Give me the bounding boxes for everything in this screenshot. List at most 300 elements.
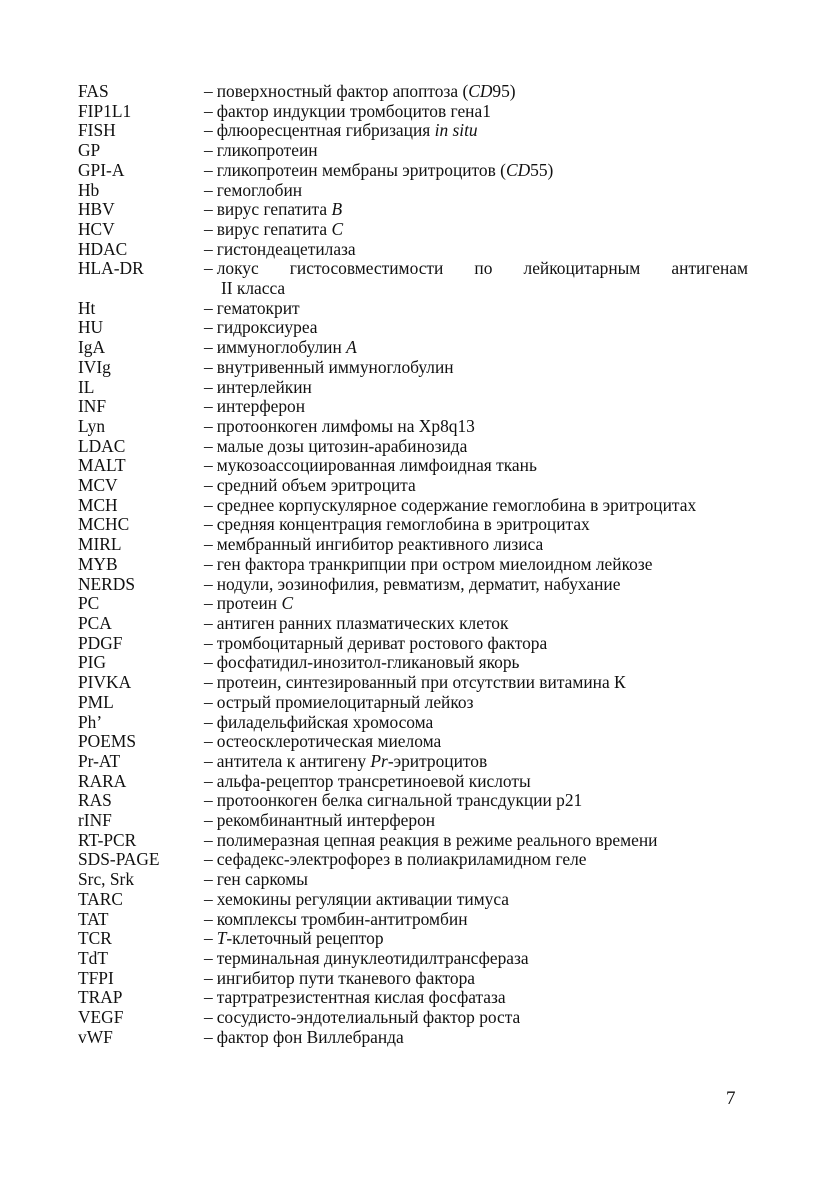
definition-line xyxy=(204,593,293,613)
abbreviation-term: PDGF xyxy=(78,632,123,653)
abbreviation-row xyxy=(78,338,748,358)
definition-italic-text: T xyxy=(216,928,227,949)
abbreviation-definition xyxy=(204,791,748,811)
abbreviation-term: NERDS xyxy=(78,573,136,594)
definition-line xyxy=(204,849,587,869)
abbreviation-term: TARC xyxy=(78,888,123,909)
definition-text: нодули, эозинофилия, ревматизм, дерматит, набухание xyxy=(216,573,621,594)
abbreviation-row xyxy=(78,299,748,319)
abbreviation-term: MYB xyxy=(78,553,118,574)
abbreviation-definition xyxy=(204,82,748,102)
definition-continuation: II класса xyxy=(221,278,286,299)
definition-italic-text: CD xyxy=(505,159,531,180)
definition-line xyxy=(204,377,312,397)
definition-text: гематокрит xyxy=(216,297,300,318)
abbreviation-term: rINF xyxy=(78,810,112,831)
dash-separator: – xyxy=(204,140,213,161)
abbreviation-row xyxy=(78,831,748,851)
dash-separator: – xyxy=(204,810,213,831)
definition-line xyxy=(204,987,506,1007)
abbreviation-term: PCA xyxy=(78,612,112,633)
definition-line xyxy=(204,475,416,495)
definition-line xyxy=(204,416,475,436)
definition-line xyxy=(204,633,547,653)
abbreviation-term: LDAC xyxy=(78,435,126,456)
abbreviation-row xyxy=(78,811,748,831)
dash-separator: – xyxy=(204,514,213,535)
dash-separator: – xyxy=(204,573,213,594)
definition-line xyxy=(204,436,467,456)
dash-separator: – xyxy=(204,159,213,180)
abbreviation-term: FISH xyxy=(78,120,116,141)
dash-separator: – xyxy=(204,475,213,496)
dash-separator: – xyxy=(204,1007,213,1028)
abbreviation-definition xyxy=(204,299,748,319)
abbreviation-row xyxy=(78,1008,748,1028)
definition-line xyxy=(204,771,531,791)
abbreviation-row xyxy=(78,870,748,890)
dash-separator: – xyxy=(204,297,213,318)
abbreviation-term: TCR xyxy=(78,928,112,949)
abbreviation-definition xyxy=(204,634,748,654)
definition-text: остеосклеротическая миелома xyxy=(216,731,442,752)
abbreviation-row xyxy=(78,82,748,102)
abbreviation-definition xyxy=(204,417,748,437)
definition-text: тартратрезистентная кислая фосфатаза xyxy=(216,987,506,1008)
page-number: 7 xyxy=(726,1088,736,1109)
definition-text: хемокины регуляции активации тимуса xyxy=(216,888,509,909)
definition-line xyxy=(204,514,590,534)
definition-italic-text: C xyxy=(331,218,344,239)
definition-text: гликопротеин xyxy=(216,140,318,161)
definition-line xyxy=(204,219,343,239)
abbreviation-row xyxy=(78,910,748,930)
abbreviation-row xyxy=(78,929,748,949)
definition-text: тромбоцитарный дериват ростового фактора xyxy=(216,632,548,653)
dash-separator: – xyxy=(204,376,213,397)
abbreviation-term: IVIg xyxy=(78,356,111,377)
definition-line xyxy=(204,534,543,554)
dash-separator: – xyxy=(204,691,213,712)
abbreviation-row xyxy=(78,102,748,122)
definition-text: -клеточный рецептор xyxy=(226,928,384,949)
abbreviation-definition xyxy=(204,1028,748,1048)
abbreviation-row xyxy=(78,200,748,220)
definition-line xyxy=(204,455,537,475)
definition-line xyxy=(204,337,357,357)
definition-line xyxy=(204,928,384,948)
definition-line xyxy=(204,160,553,180)
definition-text: внутривенный иммуноглобулин xyxy=(216,356,454,377)
dash-separator: – xyxy=(204,553,213,574)
definition-line xyxy=(204,652,519,672)
abbreviation-term: MCHC xyxy=(78,514,130,535)
dash-separator: – xyxy=(204,593,213,614)
abbreviation-term: TRAP xyxy=(78,987,123,1008)
abbreviation-definition xyxy=(204,515,748,535)
abbreviation-row xyxy=(78,515,748,535)
definition-line xyxy=(204,574,620,594)
abbreviation-definition xyxy=(204,181,748,201)
definition-text: средний объем эритроцита xyxy=(216,475,416,496)
abbreviation-term: FAS xyxy=(78,81,109,101)
definition-italic-text: Pr xyxy=(370,750,388,771)
abbreviation-row xyxy=(78,397,748,417)
abbreviation-row xyxy=(78,417,748,437)
abbreviation-term: GP xyxy=(78,140,101,161)
definition-text: ген саркомы xyxy=(216,869,308,890)
abbreviation-term: MCH xyxy=(78,494,118,515)
abbreviation-term: PIG xyxy=(78,652,107,673)
dash-separator: – xyxy=(204,612,213,633)
definition-text: интерферон xyxy=(216,396,306,417)
abbreviation-definition xyxy=(204,456,748,476)
definition-line xyxy=(204,1027,404,1047)
definition-text: рекомбинантный интерферон xyxy=(216,810,436,831)
definition-line xyxy=(204,140,318,160)
abbreviation-definition xyxy=(204,752,748,772)
abbreviation-definition xyxy=(204,437,748,457)
definition-text: мукозоассоциированная лимфоидная ткань xyxy=(216,455,537,476)
abbreviation-definition xyxy=(204,220,748,240)
dash-separator: – xyxy=(204,356,213,377)
definition-text: сосудисто-эндотелиальный фактор роста xyxy=(216,1007,521,1028)
definition-line xyxy=(204,298,300,318)
dash-separator: – xyxy=(204,199,213,220)
abbreviation-definition xyxy=(204,476,748,496)
definition-line xyxy=(204,790,582,810)
definition-italic-text: B xyxy=(331,199,343,220)
abbreviation-term: PML xyxy=(78,691,114,712)
dash-separator: – xyxy=(204,534,213,555)
abbreviation-definition xyxy=(204,378,748,398)
abbreviation-definition xyxy=(204,653,748,673)
abbreviation-term: Lyn xyxy=(78,415,106,436)
definition-text: сефадекс-электрофорез в полиакриламидном геле xyxy=(216,849,587,870)
definition-text: протеин xyxy=(216,593,282,614)
abbreviation-definition xyxy=(204,693,748,713)
abbreviation-term: GPI-A xyxy=(78,159,125,180)
dash-separator: – xyxy=(204,770,213,791)
dash-separator: – xyxy=(204,849,213,870)
abbreviation-definition xyxy=(204,161,748,181)
dash-separator: – xyxy=(204,829,213,850)
dash-separator: – xyxy=(204,652,213,673)
definition-italic-text: C xyxy=(281,593,294,614)
abbreviation-definition xyxy=(204,535,748,555)
definition-text: вирус гепатита xyxy=(216,199,332,220)
dash-separator: – xyxy=(204,396,213,417)
abbreviation-term: Src, Srk xyxy=(78,869,135,890)
definition-text: альфа-рецептор трансретиноевой кислоты xyxy=(216,770,531,791)
abbreviation-definition xyxy=(204,141,748,161)
abbreviation-definition xyxy=(204,713,748,733)
definition-text: среднее корпускулярное содержание гемоглобина в эритроцитах xyxy=(216,494,697,515)
abbreviation-term: MCV xyxy=(78,475,118,496)
dash-separator: – xyxy=(204,258,213,279)
abbreviation-row xyxy=(78,634,748,654)
abbreviation-term: PIVKA xyxy=(78,672,132,693)
definition-line xyxy=(204,357,454,377)
dash-separator: – xyxy=(204,987,213,1008)
definition-text: флюоресцентная гибризация xyxy=(216,120,435,141)
abbreviation-definition xyxy=(204,338,748,358)
abbreviation-row xyxy=(78,890,748,910)
abbreviation-list xyxy=(78,82,748,1047)
abbreviation-row xyxy=(78,220,748,240)
abbreviation-definition xyxy=(204,831,748,851)
abbreviation-row xyxy=(78,988,748,1008)
definition-text: -эритроцитов xyxy=(387,750,488,771)
abbreviation-term: INF xyxy=(78,396,107,417)
abbreviation-definition xyxy=(204,259,748,298)
definition-text: локус гистосовместимости по лейкоцитарным антигенам xyxy=(216,258,748,279)
dash-separator: – xyxy=(204,238,213,259)
abbreviation-definition xyxy=(204,397,748,417)
abbreviation-row xyxy=(78,772,748,792)
definition-text: гликопротеин мембраны эритроцитов ( xyxy=(216,159,506,180)
definition-text: поверхностный фактор апоптоза ( xyxy=(216,81,469,101)
abbreviation-term: TFPI xyxy=(78,967,114,988)
dash-separator: – xyxy=(204,1026,213,1047)
definition-text: протоонкоген белка сигнальной трансдукции p21 xyxy=(216,790,583,811)
definition-line xyxy=(204,830,657,850)
definition-text: гидроксиуреа xyxy=(216,317,318,338)
dash-separator: – xyxy=(204,337,213,358)
abbreviation-term: PC xyxy=(78,593,100,614)
abbreviation-term: POEMS xyxy=(78,731,136,752)
definition-text: иммуноглобулин xyxy=(216,337,347,358)
abbreviation-definition xyxy=(204,949,748,969)
abbreviation-term: RARA xyxy=(78,770,127,791)
abbreviation-row xyxy=(78,141,748,161)
abbreviation-term: SDS-PAGE xyxy=(78,849,160,870)
definition-line xyxy=(204,554,652,574)
abbreviation-row xyxy=(78,240,748,260)
abbreviation-term: Pr-AT xyxy=(78,750,121,771)
abbreviation-definition xyxy=(204,870,748,890)
definition-line xyxy=(204,869,308,889)
definition-line xyxy=(204,317,317,337)
dash-separator: – xyxy=(204,888,213,909)
abbreviation-definition xyxy=(204,811,748,831)
dash-separator: – xyxy=(204,317,213,338)
definition-text: филадельфийская хромосома xyxy=(216,711,434,732)
definition-text: гистондеацетилаза xyxy=(216,238,356,259)
definition-text: острый промиелоцитарный лейкоз xyxy=(216,691,474,712)
abbreviation-row xyxy=(78,181,748,201)
definition-line xyxy=(204,396,305,416)
abbreviation-definition xyxy=(204,575,748,595)
definition-text: ген фактора транкрипции при остром миелоидном лейкозе xyxy=(216,553,653,574)
abbreviation-row xyxy=(78,752,748,772)
abbreviation-definition xyxy=(204,969,748,989)
definition-line xyxy=(204,180,302,200)
dash-separator: – xyxy=(204,120,213,141)
dash-separator: – xyxy=(204,218,213,239)
definition-line xyxy=(204,259,748,279)
definition-line xyxy=(204,889,509,909)
definition-line xyxy=(204,968,475,988)
abbreviation-row xyxy=(78,161,748,181)
abbreviation-term: FIP1L1 xyxy=(78,100,132,121)
abbreviation-term: Ph’ xyxy=(78,711,103,732)
dash-separator: – xyxy=(204,947,213,968)
abbreviation-definition xyxy=(204,929,748,949)
abbreviation-definition xyxy=(204,121,748,141)
abbreviation-row xyxy=(78,378,748,398)
abbreviation-row xyxy=(78,594,748,614)
definition-line xyxy=(204,81,516,101)
abbreviation-row xyxy=(78,318,748,338)
abbreviation-row xyxy=(78,575,748,595)
dash-separator: – xyxy=(204,100,213,121)
definition-text: ингибитор пути тканевого фактора xyxy=(216,967,476,988)
abbreviation-definition xyxy=(204,673,748,693)
dash-separator: – xyxy=(204,908,213,929)
dash-separator: – xyxy=(204,790,213,811)
abbreviation-definition xyxy=(204,555,748,575)
definition-text: средняя концентрация гемоглобина в эритроцитах xyxy=(216,514,590,535)
dash-separator: – xyxy=(204,632,213,653)
abbreviation-row xyxy=(78,693,748,713)
dash-separator: – xyxy=(204,494,213,515)
definition-text: 95) xyxy=(492,81,516,101)
abbreviation-row xyxy=(78,437,748,457)
abbreviation-definition xyxy=(204,910,748,930)
definition-text: фактор индукции тромбоцитов гена1 xyxy=(216,100,491,121)
definition-line xyxy=(204,120,478,140)
definition-line xyxy=(204,731,441,751)
dash-separator: – xyxy=(204,672,213,693)
abbreviation-term: VEGF xyxy=(78,1007,124,1028)
abbreviation-definition xyxy=(204,614,748,634)
definition-text: фактор фон Виллебранда xyxy=(216,1026,404,1047)
abbreviation-row xyxy=(78,673,748,693)
definition-line xyxy=(204,810,435,830)
dash-separator: – xyxy=(204,711,213,732)
abbreviation-row xyxy=(78,259,748,298)
definition-text: вирус гепатита xyxy=(216,218,332,239)
dash-separator: – xyxy=(204,731,213,752)
definition-text: антитела к антигену xyxy=(216,750,371,771)
abbreviation-definition xyxy=(204,1008,748,1028)
abbreviation-term: MALT xyxy=(78,455,126,476)
definition-text: малые дозы цитозин-арабинозида xyxy=(216,435,468,456)
dash-separator: – xyxy=(204,928,213,949)
definition-line xyxy=(204,672,626,692)
abbreviation-definition xyxy=(204,358,748,378)
abbreviation-definition xyxy=(204,496,748,516)
abbreviation-row xyxy=(78,476,748,496)
abbreviation-row xyxy=(78,732,748,752)
abbreviation-definition xyxy=(204,200,748,220)
definition-line xyxy=(204,909,468,929)
abbreviation-row xyxy=(78,969,748,989)
definition-line xyxy=(204,199,342,219)
abbreviation-term: TAT xyxy=(78,908,109,929)
abbreviation-term: Ht xyxy=(78,297,96,318)
definition-text: гемоглобин xyxy=(216,179,303,200)
abbreviation-row xyxy=(78,850,748,870)
abbreviation-row xyxy=(78,614,748,634)
abbreviation-row xyxy=(78,791,748,811)
abbreviation-definition xyxy=(204,772,748,792)
definition-text: терминальная динуклеотидилтрансфераза xyxy=(216,947,529,968)
abbreviation-row xyxy=(78,358,748,378)
abbreviation-definition xyxy=(204,988,748,1008)
definition-text: мембранный ингибитор реактивного лизиса xyxy=(216,534,544,555)
abbreviation-definition xyxy=(204,318,748,338)
definition-text: 55) xyxy=(530,159,554,180)
definition-line xyxy=(204,751,487,771)
definition-text: антиген ранних плазматических клеток xyxy=(216,612,509,633)
dash-separator: – xyxy=(204,415,213,436)
abbreviation-term: MIRL xyxy=(78,534,122,555)
abbreviation-term: RT-PCR xyxy=(78,829,137,850)
abbreviation-row xyxy=(78,949,748,969)
abbreviation-term: HU xyxy=(78,317,104,338)
definition-line xyxy=(204,948,529,968)
abbreviation-definition xyxy=(204,850,748,870)
dash-separator: – xyxy=(204,179,213,200)
definition-line xyxy=(204,613,508,633)
abbreviation-row xyxy=(78,535,748,555)
abbreviation-term: IgA xyxy=(78,337,106,358)
definition-line xyxy=(204,1007,520,1027)
abbreviation-term: HLA-DR xyxy=(78,258,144,279)
dash-separator: – xyxy=(204,81,213,101)
abbreviation-term: HCV xyxy=(78,218,115,239)
definition-line xyxy=(204,692,474,712)
definition-text: интерлейкин xyxy=(216,376,312,397)
definition-text: полимеразная цепная реакция в режиме реального времени xyxy=(216,829,658,850)
abbreviation-definition xyxy=(204,890,748,910)
abbreviation-row xyxy=(78,555,748,575)
definition-line xyxy=(204,101,491,121)
abbreviation-term: HBV xyxy=(78,199,115,220)
dash-separator: – xyxy=(204,750,213,771)
abbreviation-definition xyxy=(204,732,748,752)
dash-separator: – xyxy=(204,967,213,988)
abbreviation-row xyxy=(78,713,748,733)
dash-separator: – xyxy=(204,435,213,456)
abbreviation-definition xyxy=(204,594,748,614)
definition-line xyxy=(204,712,433,732)
abbreviation-definition xyxy=(204,240,748,260)
abbreviation-row xyxy=(78,121,748,141)
definition-line xyxy=(204,495,696,515)
definition-italic-text: in situ xyxy=(434,120,478,141)
definition-text: протоонкоген лимфомы на Xp8q13 xyxy=(216,415,475,436)
definition-italic-text: A xyxy=(346,337,357,358)
abbreviation-definition xyxy=(204,102,748,122)
definition-text: комплексы тромбин-антитромбин xyxy=(216,908,468,929)
definition-line xyxy=(204,239,356,259)
abbreviation-term: vWF xyxy=(78,1026,113,1047)
definition-text: фосфатидил-инозитол-гликановый якорь xyxy=(216,652,520,673)
abbreviation-term: TdT xyxy=(78,947,108,968)
abbreviation-term: HDAC xyxy=(78,238,128,259)
abbreviation-row xyxy=(78,496,748,516)
dash-separator: – xyxy=(204,869,213,890)
abbreviation-term: IL xyxy=(78,376,95,397)
abbreviation-term: RAS xyxy=(78,790,112,811)
definition-italic-text: CD xyxy=(468,81,493,101)
dash-separator: – xyxy=(204,455,213,476)
abbreviation-row xyxy=(78,1028,748,1048)
abbreviation-term: Hb xyxy=(78,179,100,200)
